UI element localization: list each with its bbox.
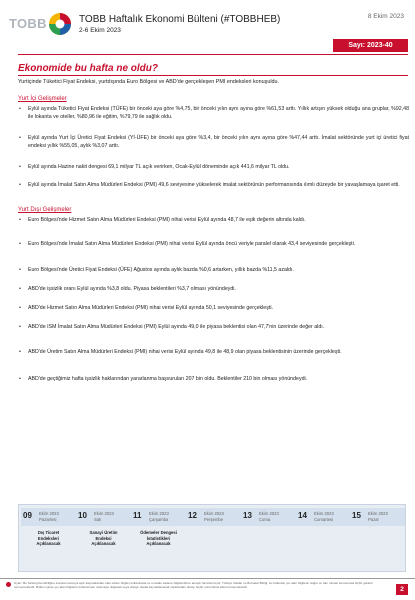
bulletin-week: 2-6 Ekim 2023 xyxy=(79,27,121,34)
bullet-icon: • xyxy=(19,305,21,311)
list-item: • ABD'de Hizmet Satın Alma Müdürleri Endeksi (PMI) nihai verisi Eylül ayında 50,1 seviyesinde gerçekleşti. xyxy=(19,305,273,311)
calendar-day: 10 Ekim 2023 Salı xyxy=(76,508,131,526)
bullet-icon: • xyxy=(19,349,21,355)
section-intro: Yurtiçinde Tüketici Fiyat Endeksi, yurtdışında Euro Bölgesi ve ABD'de gerçekleşen PMI endeksleri konuşuldu. xyxy=(18,79,280,85)
calendar-event: Dış Ticaret Endeksleri Açıklanacak xyxy=(36,530,61,547)
calendar-day: 11 Ekim 2023 Çarşamba xyxy=(131,508,186,526)
header-divider xyxy=(18,54,408,55)
calendar-day: 14 Ekim 2023 Cumartesi xyxy=(296,508,351,526)
page-number: 2 xyxy=(396,584,408,595)
section-title: Ekonomide bu hafta ne oldu? xyxy=(18,63,158,74)
list-item: • ABD'de ISM İmalat Satın Alma Müdürleri Endeksi (PMI) Eylül ayında 49,0 ile piyasa beklentisi olan 47,7'nin üzerinde değer aldı. xyxy=(19,324,325,330)
list-item: • Eylül ayında Hazine nakit dengesi 69,1 milyar TL açık verirken, Ocak-Eylül döneminde açık 441,6 milyar TL oldu. xyxy=(19,164,290,170)
calendar-day: 12 Ekim 2023 Perşembe xyxy=(186,508,241,526)
list-item: • Eylül ayında İmalat Satın Alma Müdürleri Endeksi (PMI) 49,6 seviyesine yükselerek imalat sektörünün performansında ılımlı düzeyde bir yavaşlamaya işaret etti. xyxy=(19,182,400,188)
bullet-icon: • xyxy=(19,267,21,273)
tobb-logo-icon xyxy=(48,12,72,36)
weekly-calendar xyxy=(18,504,406,572)
calendar-day: 15 Ekim 2023 Pazar xyxy=(350,508,405,526)
footer-divider xyxy=(0,578,415,579)
tobb-logo-text: TOBB xyxy=(9,16,47,31)
bullet-icon: • xyxy=(19,286,21,292)
list-item: • ABD'de işsizlik oranı Eylül ayında %3,8 oldu. Piyasa beklentileri %3,7 olması yönündeydi. xyxy=(19,286,236,292)
bullet-icon: • xyxy=(19,135,21,141)
list-item: • ABD'de geçtiğimiz hafta işsizlik haklarından yararlanma başvuruları 207 bin oldu. Beklentiler 210 bin olması yönündeydi. xyxy=(19,376,308,382)
bullet-icon: • xyxy=(19,376,21,382)
disclaimer-icon xyxy=(6,582,11,587)
bullet-icon: • xyxy=(19,324,21,330)
foreign-heading: Yurt Dışı Gelişmeler xyxy=(18,207,72,213)
list-item: • Euro Bölgesi'nde İmalat Satın Alma Müdürleri Endeksi (PMI) nihai verisi Eylül ayında öncü veriyle paralel olarak 43,4 seviyesinde gerçekleşti. xyxy=(19,241,356,247)
bullet-icon: • xyxy=(19,241,21,247)
bullet-icon: • xyxy=(19,106,21,112)
issue-badge: Sayı: 2023-40 xyxy=(333,39,408,52)
section-divider xyxy=(18,75,408,76)
list-item: • Eylül ayında Yurt İçi Üretici Fiyat Endeksi (Yİ-ÜFE) bir önceki aya göre %3,4, bir önceki yılın aynı ayına göre %47,44 arttı. İmalat sektöründe yurt içi üretici fiyat endeksi yıllık %55,05, aylık %3,07 arttı. xyxy=(19,135,409,150)
list-item: • Euro Bölgesi'nde Üretici Fiyat Endeksi (ÜFE) Ağustos ayında aylık bazda %0,6 artarken, yıllık bazda %11,5 azaldı. xyxy=(19,267,294,273)
calendar-event: Sanayi Üretim Endeksi Açıklanacak xyxy=(89,530,118,547)
bullet-icon: • xyxy=(19,217,21,223)
bullet-icon: • xyxy=(19,182,21,188)
list-item: • ABD'de Üretim Satın Alma Müdürleri Endeksi (PMI) nihai verisi Eylül ayında 49,8 ile 48,9 olan piyasa beklentisinin üzerinde gerçekleşti. xyxy=(19,349,342,355)
calendar-event: Ödemeler Dengesi İstatistikleri Açıklanacak xyxy=(140,530,177,547)
bulletin-header xyxy=(0,0,415,60)
list-item: • Eylül ayında Tüketici Fiyat Endeksi (TÜFE) bir önceki aya göre %4,75, bir önceki yılın aynı ayına göre %61,53 arttı. Yıllık artışın yüksek olduğu ana gruplar, %92,48 ile lokanta ve oteller, %80,96 ile eğitim, %79,79 ile sağlık oldu. xyxy=(19,106,409,121)
bullet-icon: • xyxy=(19,164,21,170)
list-item: • Euro Bölgesi'nde Hizmet Satın Alma Müdürleri Endeksi (PMI) nihai verisi Eylül ayında 48,7 ile eşik değerin altında kaldı. xyxy=(19,217,306,223)
calendar-day: 13 Ekim 2023 Cuma xyxy=(241,508,296,526)
bulletin-date: 8 Ekim 2023 xyxy=(367,13,404,20)
domestic-heading: Yurt İçi Gelişmeler xyxy=(18,96,67,102)
calendar-day: 09 Ekim 2023 Pazartesi xyxy=(21,508,76,526)
bulletin-title: TOBB Haftalık Ekonomi Bülteni (#TOBBHEB) xyxy=(79,14,281,25)
disclaimer-text: Uyarı: Bu bültengüvenilirliğine inanılan kamuya açık kaynaklardan elde edilen bilgiler kullanılarak ve emsalle sadece bilgilendirme amaçlı hazırlanmıştır. Türkiye Odalar ve Borsalar Birliği, bu bültende yer alan bilgilerin doğru ve tam olması konusunda hiçbir garanti vermemektedir. Bülten içinde yer alan bilgilerin kullanılması nedeniyle doğacak veya dolaylı olarak kaynaklanacak zararlardan dolayı hiçbir sorumluluk kabul etmemektedir. xyxy=(14,581,373,590)
